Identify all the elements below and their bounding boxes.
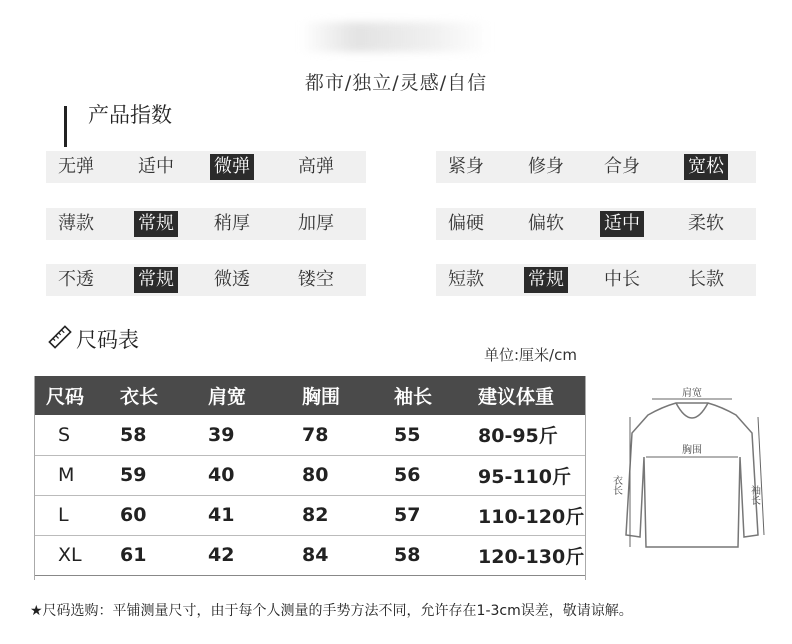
cell-size: L	[34, 495, 108, 535]
size-row	[34, 415, 586, 455]
cell-length: 61	[108, 535, 196, 575]
index-option: 短款	[448, 269, 484, 290]
unit-label: 单位:厘米/cm	[484, 346, 577, 364]
index-option: 镂空	[298, 269, 334, 290]
index-option: 偏软	[528, 213, 564, 234]
diagram-sleeve-label: 袖长	[748, 485, 760, 505]
cell-chest: 84	[290, 535, 382, 575]
cell-sleeve: 55	[382, 415, 466, 455]
index-option: 修身	[528, 156, 564, 177]
index-option-selected: 常规	[134, 267, 178, 293]
size-row	[34, 495, 586, 535]
header-weight: 建议体重	[466, 376, 586, 415]
size-chart-heading	[48, 324, 139, 354]
diagram-chest-label: 胸围	[682, 445, 702, 456]
cell-shoulder: 39	[196, 415, 290, 455]
size-row	[34, 455, 586, 495]
cell-chest: 80	[290, 455, 382, 495]
index-row	[46, 264, 366, 296]
diagram-length-label: 衣长	[610, 475, 622, 495]
index-option: 柔软	[688, 213, 724, 234]
index-row	[46, 151, 366, 183]
index-row	[436, 264, 756, 296]
index-row	[436, 151, 756, 183]
blurred-brand-title	[300, 22, 490, 52]
diagram-shoulder-label: 肩宽	[682, 388, 702, 399]
cell-sleeve: 56	[382, 455, 466, 495]
index-option: 长款	[688, 269, 724, 290]
cell-shoulder: 41	[196, 495, 290, 535]
sweater-outline	[626, 403, 758, 547]
index-option: 加厚	[298, 213, 334, 234]
cell-sleeve: 58	[382, 535, 466, 575]
index-option: 稍厚	[214, 213, 250, 234]
brand-slogan: 都市/独立/灵感/自信	[304, 72, 488, 94]
sweater-measurement-diagram	[612, 385, 772, 565]
header-shoulder: 肩宽	[196, 376, 290, 415]
header-size: 尺码	[34, 376, 108, 415]
index-option: 高弹	[298, 156, 334, 177]
ruler-icon	[48, 326, 72, 353]
index-row	[436, 208, 756, 240]
cell-chest: 78	[290, 415, 382, 455]
header-chest: 胸围	[290, 376, 382, 415]
cell-length: 59	[108, 455, 196, 495]
index-option-selected: 常规	[134, 211, 178, 237]
product-index-title: 产品指数	[88, 103, 172, 127]
cell-chest: 82	[290, 495, 382, 535]
index-row	[46, 208, 366, 240]
index-option: 紧身	[448, 156, 484, 177]
cell-length: 60	[108, 495, 196, 535]
index-option: 中长	[604, 269, 640, 290]
cell-shoulder: 40	[196, 455, 290, 495]
product-index-heading	[64, 99, 172, 129]
size-row	[34, 535, 586, 575]
cell-weight: 110-120斤	[466, 495, 586, 535]
size-table-header	[34, 376, 586, 415]
sleeve-measure-line	[758, 417, 764, 535]
size-chart-title: 尺码表	[76, 328, 139, 352]
bar-chart-icon	[64, 106, 84, 122]
cell-shoulder: 42	[196, 535, 290, 575]
size-footnote: ★尺码选购：平铺测量尺寸，由于每个人测量的手势方法不同，允许存在1-3cm误差，敬请谅解。	[30, 603, 633, 619]
size-table	[34, 376, 586, 576]
index-option: 适中	[138, 156, 174, 177]
index-option: 微透	[214, 269, 250, 290]
cell-size: M	[34, 455, 108, 495]
header-length: 衣长	[108, 376, 196, 415]
cell-weight: 95-110斤	[466, 455, 586, 495]
cell-size: S	[34, 415, 108, 455]
cell-weight: 120-130斤	[466, 535, 586, 575]
index-option: 偏硬	[448, 213, 484, 234]
header-sleeve: 袖长	[382, 376, 466, 415]
index-option-selected: 宽松	[684, 154, 728, 180]
cell-weight: 80-95斤	[466, 415, 586, 455]
cell-sleeve: 57	[382, 495, 466, 535]
cell-size: XL	[34, 535, 108, 575]
cell-length: 58	[108, 415, 196, 455]
index-option: 合身	[604, 156, 640, 177]
index-option-selected: 微弹	[210, 154, 254, 180]
index-option: 不透	[58, 269, 94, 290]
index-option: 无弹	[58, 156, 94, 177]
index-option-selected: 适中	[600, 211, 644, 237]
neckline	[676, 403, 708, 418]
index-option: 薄款	[58, 213, 94, 234]
index-option-selected: 常规	[524, 267, 568, 293]
